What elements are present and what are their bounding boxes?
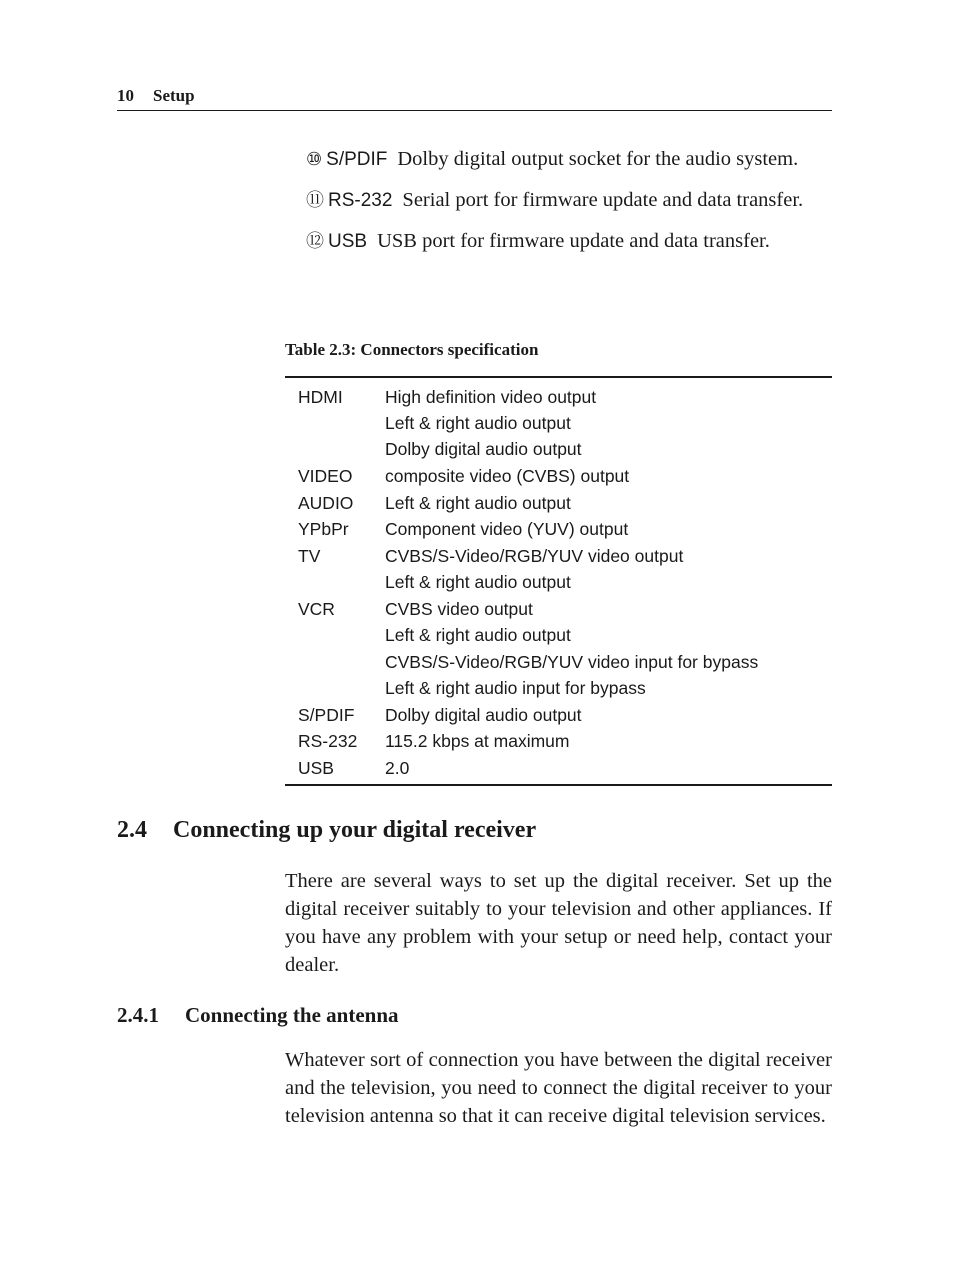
table-row — [285, 410, 832, 436]
section-number: 2.4 — [117, 817, 147, 843]
spec-cell: CVBS video output — [385, 599, 533, 619]
item-term: S/PDIF — [326, 149, 388, 170]
item-description: Dolby digital output socket for the audio system. — [397, 148, 799, 170]
spec-cell: Component video (YUV) output — [385, 519, 629, 539]
item-number: ⑪ — [306, 190, 324, 211]
table-row — [285, 436, 832, 462]
table-row — [285, 755, 832, 781]
section-body: There are several ways to set up the digital receiver. Set up the digital receiver suitably to your television and other appliances. If you have any problem with your setup or need help, contact your dealer. — [285, 870, 832, 976]
table-row — [285, 675, 832, 701]
spec-cell: Dolby digital audio output — [385, 705, 582, 725]
running-section-title: Setup — [153, 86, 195, 105]
table-row — [285, 569, 832, 595]
spec-cell: Left & right audio output — [385, 413, 571, 433]
connector-cell: VIDEO — [298, 466, 353, 486]
spec-cell: CVBS/S-Video/RGB/YUV video input for bypass — [385, 652, 759, 672]
connector-cell: USB — [298, 758, 334, 778]
spec-cell: Left & right audio output — [385, 493, 571, 513]
spec-cell: composite video (CVBS) output — [385, 466, 630, 486]
item-number: ⑫ — [306, 231, 324, 252]
subsection-number: 2.4.1 — [117, 1003, 159, 1027]
item-term: USB — [328, 231, 368, 252]
item-number: ⑩ — [306, 149, 323, 170]
spec-cell: Left & right audio output — [385, 625, 571, 645]
running-header — [117, 86, 832, 111]
section-title: Connecting up your digital receiver — [173, 817, 537, 843]
connector-cell: VCR — [298, 599, 335, 619]
table-row — [285, 384, 832, 410]
subsection-title: Connecting the antenna — [185, 1003, 399, 1027]
table-row — [285, 702, 832, 728]
connector-cell: AUDIO — [298, 493, 354, 513]
connector-cell: YPbPr — [298, 519, 349, 539]
connector-cell: RS-232 — [298, 731, 358, 751]
spec-cell: 115.2 kbps at maximum — [385, 731, 570, 751]
spec-cell: Left & right audio output — [385, 572, 571, 592]
spec-cell: Left & right audio input for bypass — [385, 678, 646, 698]
list-item — [306, 186, 832, 215]
table-row — [285, 490, 832, 516]
table-row — [285, 543, 832, 569]
spec-cell: Dolby digital audio output — [385, 439, 582, 459]
list-item — [306, 227, 832, 256]
spec-cell: High definition video output — [385, 387, 597, 407]
connector-list — [306, 145, 832, 268]
connector-cell: HDMI — [298, 387, 343, 407]
subsection-body: Whatever sort of connection you have between the digital receiver and the television, you need to connect the digital receiver to your television antenna so that it can receive digital television services. — [285, 1049, 832, 1127]
table-row — [285, 463, 832, 489]
table-row — [285, 728, 832, 754]
table-caption: Table 2.3: Connectors specification — [285, 340, 539, 359]
table-row — [285, 516, 832, 542]
table-row — [285, 622, 832, 648]
item-description: USB port for firmware update and data transfer. — [377, 230, 770, 252]
item-description: Serial port for firmware update and data transfer. — [402, 189, 804, 211]
spec-cell: 2.0 — [385, 758, 410, 778]
connector-cell: TV — [298, 546, 321, 566]
table-row — [285, 596, 832, 622]
connector-cell: S/PDIF — [298, 705, 355, 725]
item-term: RS-232 — [328, 190, 393, 211]
list-item — [306, 145, 832, 174]
table-row — [285, 649, 832, 675]
connectors-table — [285, 376, 832, 786]
page-number: 10 — [117, 86, 134, 105]
spec-cell: CVBS/S-Video/RGB/YUV video output — [385, 546, 684, 566]
